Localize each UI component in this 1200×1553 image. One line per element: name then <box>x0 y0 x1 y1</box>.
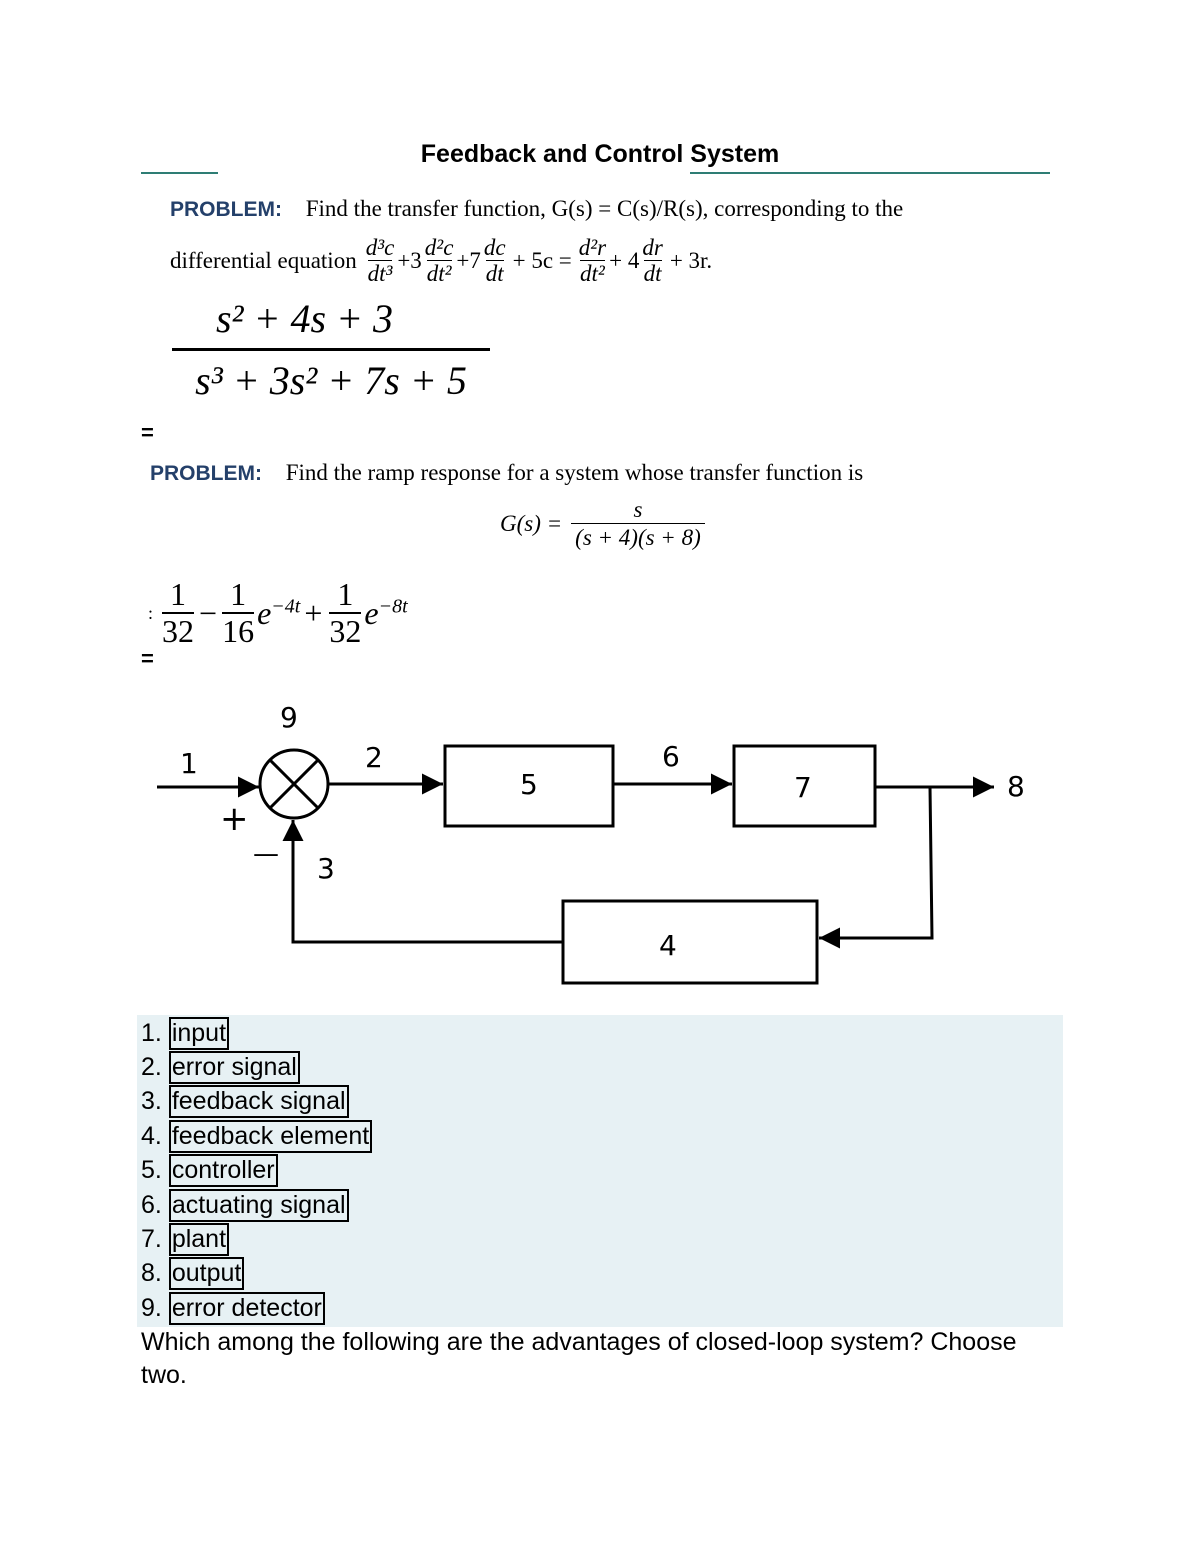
list-item-number: 3. <box>141 1087 162 1115</box>
title-rule-right <box>690 172 1050 174</box>
list-item-answer: error signal <box>169 1051 300 1084</box>
answer1-fraction-bar <box>172 348 490 351</box>
problem2-answer <box>148 568 408 658</box>
answer2-op1: − <box>199 594 218 631</box>
list-item-answer: feedback signal <box>169 1085 349 1118</box>
eq-coef2: +3 <box>397 248 422 273</box>
answer2-frac3-den: 32 <box>329 612 362 649</box>
eq-term3 <box>484 236 506 286</box>
diagram-label-3: 3 <box>317 852 335 885</box>
answer2-frac3-num: 1 <box>337 575 354 612</box>
answer2-frac2 <box>222 575 255 649</box>
eq-coef3: +7 <box>456 248 481 273</box>
g-fraction <box>571 498 705 549</box>
list-item <box>141 1017 229 1051</box>
list-item <box>141 1085 349 1119</box>
answer2-exp1-base: e <box>257 594 272 631</box>
answer2-op2: + <box>304 594 323 631</box>
list-item-number: 2. <box>141 1053 162 1081</box>
problem1-lead: differential equation <box>170 248 357 273</box>
answer1-denominator: s³ + 3s² + 7s + 5 <box>195 358 467 403</box>
answer2-frac3 <box>329 575 362 649</box>
feedback-block <box>563 901 817 983</box>
list-item-answer: error detector <box>169 1292 325 1325</box>
diagram-minus-sign: — <box>253 839 279 869</box>
diagram-label-7: 7 <box>794 771 812 804</box>
g-lhs: G(s) = <box>500 511 563 536</box>
page-title: Feedback and Control System <box>420 140 780 168</box>
answer2-frac1-den: 32 <box>162 612 195 649</box>
list-item-answer: output <box>169 1257 245 1290</box>
eq-term2-den: dt² <box>426 261 452 286</box>
list-item-answer: actuating signal <box>169 1189 349 1222</box>
list-item-answer: plant <box>169 1223 229 1256</box>
list-item-number: 6. <box>141 1191 162 1219</box>
eq-term2-num: d²c <box>424 234 454 260</box>
answer2-exp2 <box>364 595 407 632</box>
list-item <box>141 1189 349 1223</box>
problem1-label: PROBLEM: <box>170 198 282 221</box>
eq-term4-num: d²r <box>578 234 607 260</box>
eq-term1 <box>366 236 395 286</box>
answer2-frac2-den: 16 <box>222 612 255 649</box>
diagram-label-1: 1 <box>180 747 198 780</box>
list-item-answer: feedback element <box>169 1120 372 1153</box>
answer2-exp1-power: −4t <box>271 594 301 617</box>
answer2-frac2-num: 1 <box>230 575 247 612</box>
problem1-line1 <box>170 196 1060 222</box>
problem2-text: Find the ramp response for a system whose transfer function is <box>285 460 864 485</box>
list-item-number: 1. <box>141 1019 162 1047</box>
g-num: s <box>633 497 643 523</box>
equals-sign-2: = <box>141 646 154 671</box>
block-diagram <box>0 690 1200 1020</box>
eq-term5 <box>642 236 662 286</box>
problem2-label: PROBLEM: <box>150 462 262 485</box>
eq-term2 <box>425 236 454 286</box>
eq-term4-den: dt² <box>580 261 605 286</box>
answer2-frac1-num: 1 <box>170 575 187 612</box>
list-item-number: 8. <box>141 1259 162 1287</box>
problem1-equation <box>170 232 712 290</box>
problem2-transfer-function <box>500 494 708 554</box>
equals-sign-1: = <box>141 420 154 445</box>
problem2-line1 <box>150 460 1060 486</box>
question-text: Which among the following are the advantages of closed-loop system? Choose two. <box>141 1328 1017 1389</box>
list-item-answer: controller <box>169 1154 278 1187</box>
eq-term5-num: dr <box>642 234 663 260</box>
diagram-label-4: 4 <box>659 929 677 962</box>
diagram-label-9: 9 <box>280 701 298 734</box>
list-item <box>141 1051 300 1085</box>
diagram-label-2: 2 <box>365 741 383 774</box>
diagram-label-6: 6 <box>662 740 680 773</box>
eq-mid: + 5c = <box>512 248 572 273</box>
list-item-number: 9. <box>141 1294 162 1322</box>
answer2-frac1 <box>162 575 195 649</box>
eq-term5-den: dt <box>643 261 662 286</box>
eq-term3-num: dc <box>483 234 506 260</box>
answer2-exp2-power: −8t <box>378 594 408 617</box>
answer2-exp2-base: e <box>364 594 379 631</box>
list-item <box>141 1223 229 1257</box>
eq-coef5: + 4 <box>609 248 640 273</box>
list-item <box>141 1120 372 1154</box>
problem1-answer <box>172 296 492 405</box>
answer2-lead: : <box>148 602 154 623</box>
list-item <box>141 1154 278 1188</box>
diagram-label-5: 5 <box>520 768 538 801</box>
list-item-number: 7. <box>141 1225 162 1253</box>
eq-term1-num: d³c <box>365 234 395 260</box>
diagram-label-8: 8 <box>1007 770 1025 803</box>
answer2-exp1 <box>257 595 300 632</box>
list-item <box>141 1292 325 1326</box>
eq-term1-den: dt³ <box>367 261 393 286</box>
list-item <box>141 1257 244 1291</box>
eq-tail: + 3r. <box>669 248 713 273</box>
eq-term3-den: dt <box>485 261 504 286</box>
list-item-number: 4. <box>141 1122 162 1150</box>
problem1-text: Find the transfer function, G(s) = C(s)/R(s), corresponding to the <box>305 196 904 221</box>
list-item-number: 5. <box>141 1156 162 1184</box>
answer1-numerator: s² + 4s + 3 <box>215 296 394 341</box>
diagram-plus-sign: + <box>220 799 249 839</box>
list-item-answer: input <box>169 1017 229 1050</box>
title-rule-left <box>141 172 218 174</box>
eq-term4 <box>579 236 606 286</box>
g-den: (s + 4)(s + 8) <box>571 523 705 550</box>
